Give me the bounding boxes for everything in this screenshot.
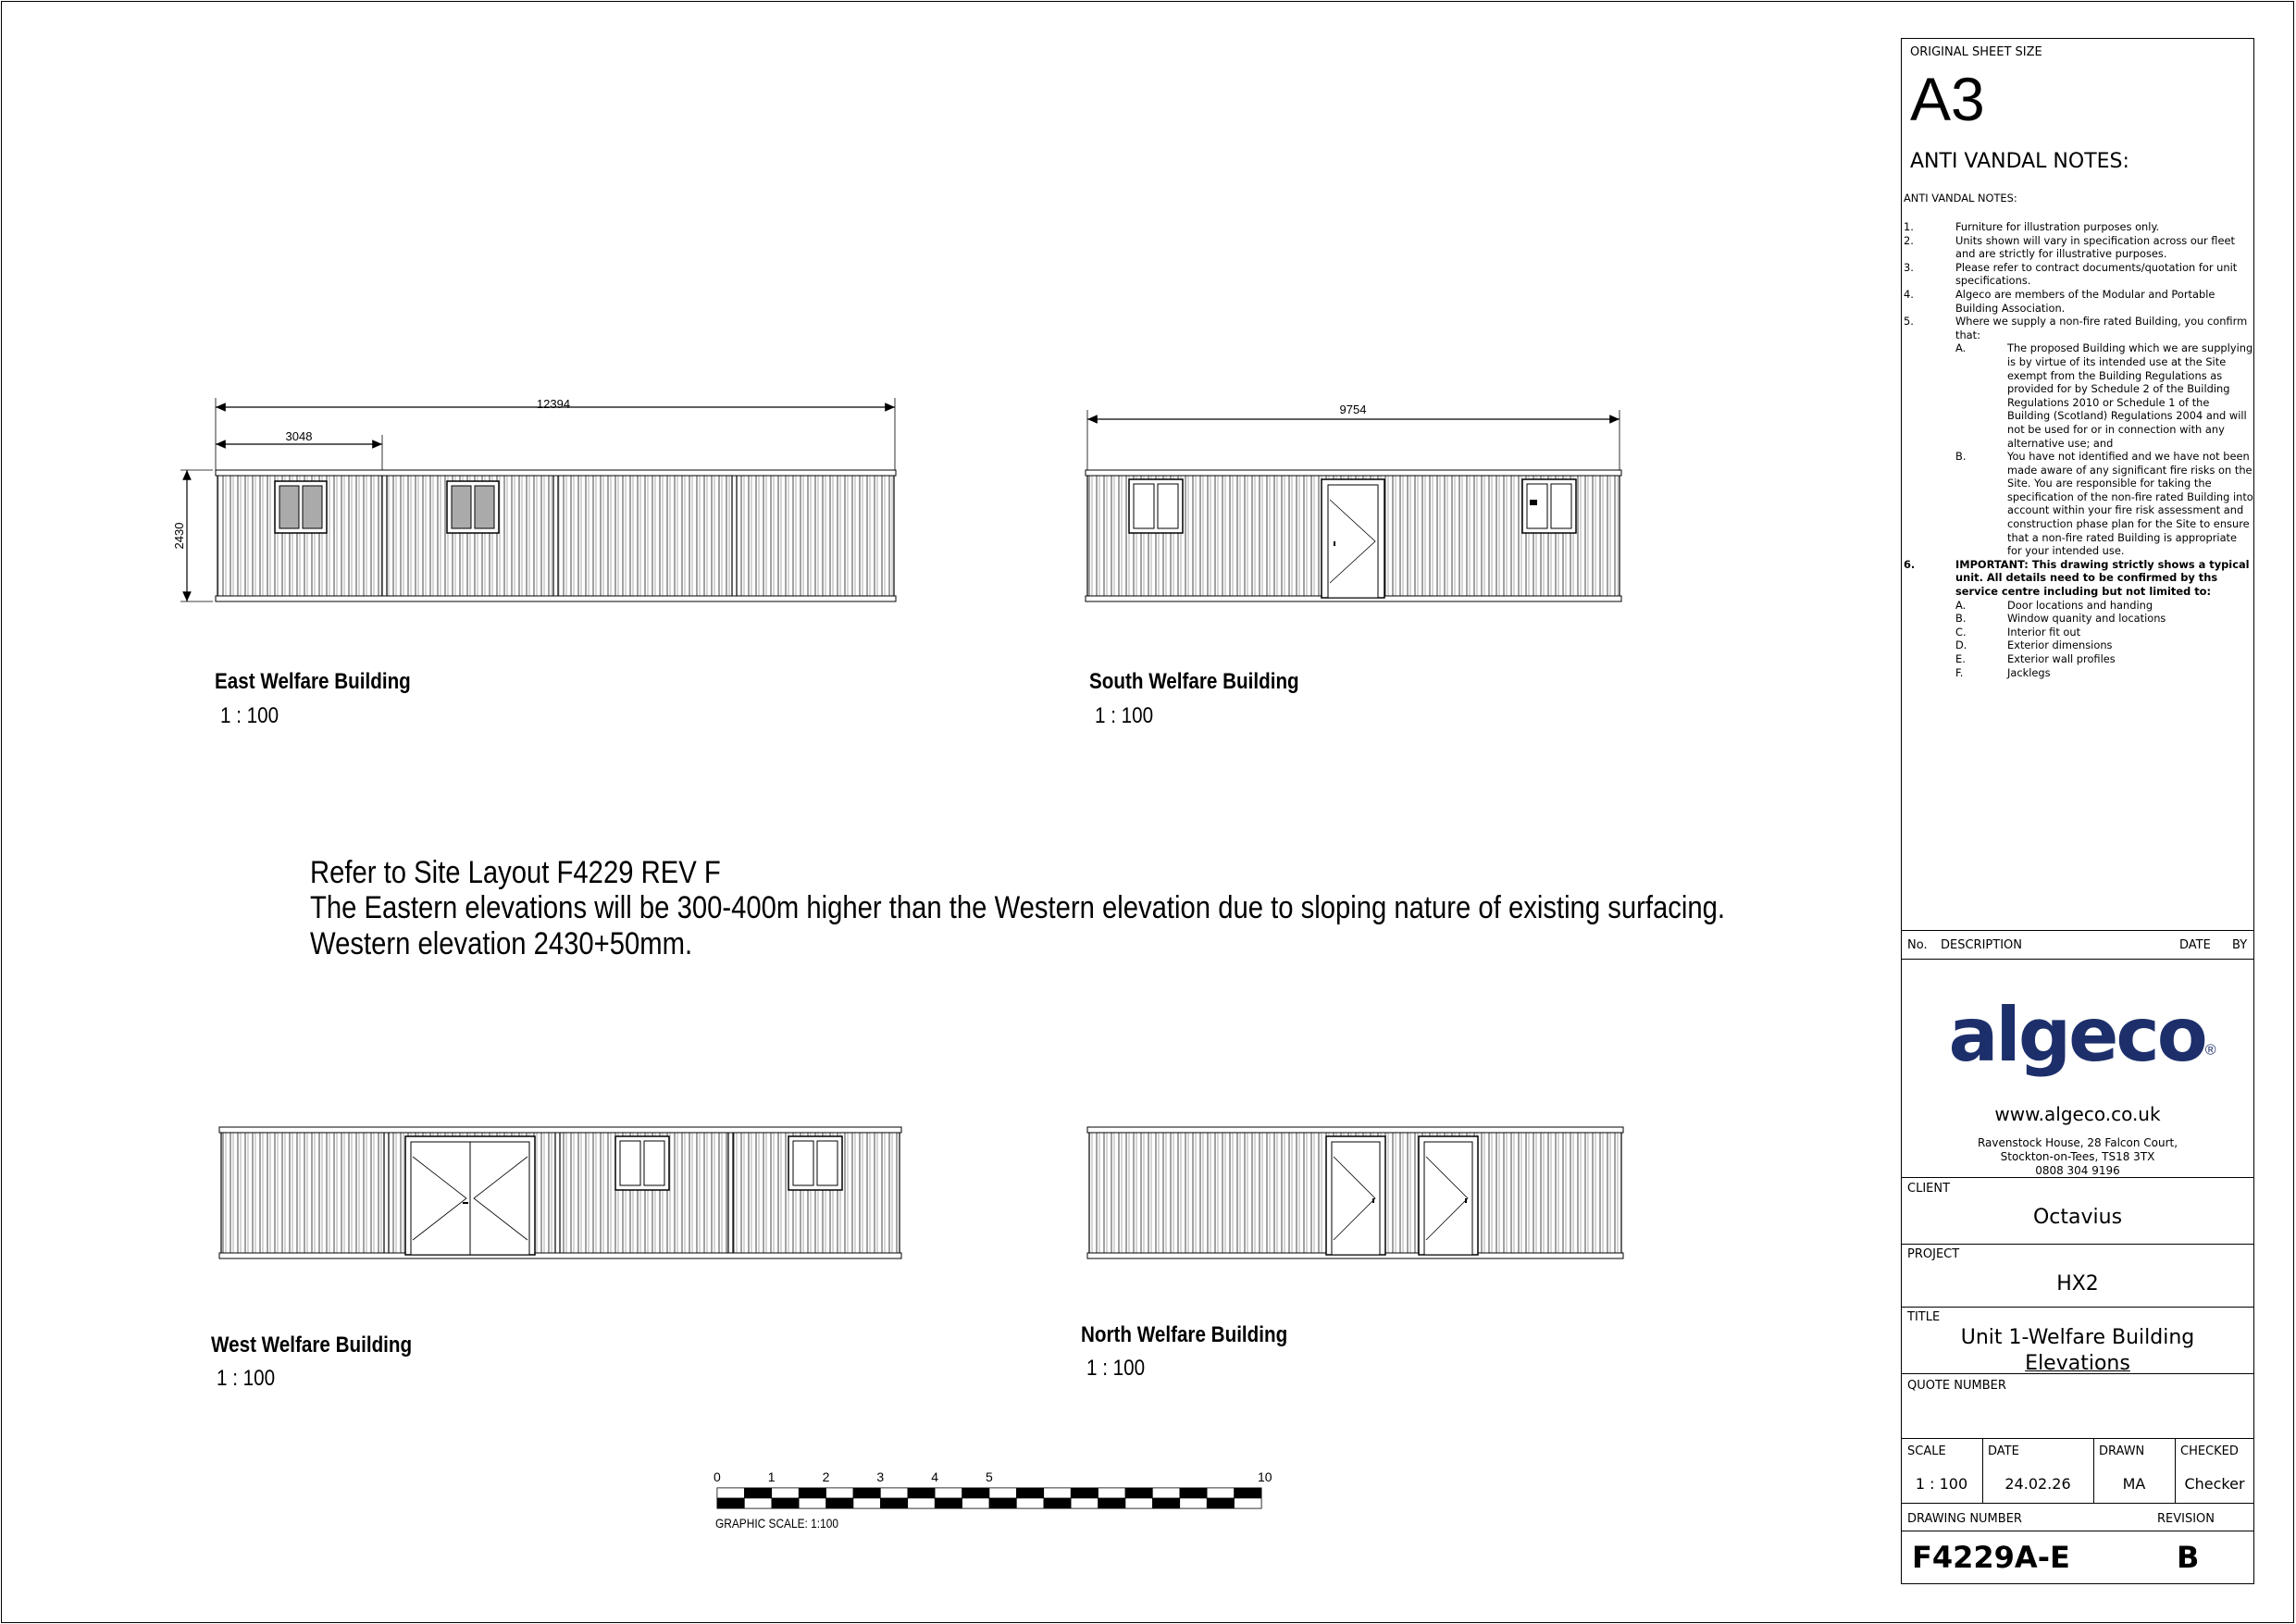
scale-cell	[744, 1498, 771, 1508]
general-note-line1: Refer to Site Layout F4229 REV F	[310, 855, 721, 890]
revision-value: B	[2177, 1540, 2200, 1575]
drawn-label: DRAWN	[2099, 1444, 2145, 1458]
scale-cell	[744, 1488, 771, 1498]
company-address-line1: Ravenstock House, 28 Falcon Court,	[1977, 1136, 2178, 1149]
divider	[1901, 1373, 2254, 1374]
north-view-scale: 1 : 100	[1086, 1356, 1146, 1381]
date-value: 24.02.26	[2004, 1475, 2071, 1493]
note-item: 3. Please refer to contract documents/quotation for unit specifications.	[1904, 260, 2238, 288]
scale-cell	[717, 1498, 744, 1508]
title-line2	[1901, 1352, 2254, 1375]
scale-cell	[772, 1498, 799, 1508]
scale-cell	[1180, 1488, 1207, 1498]
divider	[1901, 1244, 2254, 1245]
note-item: 5. Where we supply a non-fire rated Building, you confirm that:	[1904, 315, 2248, 341]
company-website[interactable]: www.algeco.co.uk	[1994, 1103, 2161, 1125]
divider	[1901, 1307, 2254, 1308]
quote-number-label: QUOTE NUMBER	[1907, 1379, 2006, 1393]
date-label: DATE	[1988, 1444, 2019, 1458]
scale-cell	[1207, 1498, 1234, 1508]
west-view-title: West Welfare Building	[211, 1333, 413, 1357]
south-elevation	[1086, 403, 1621, 601]
project-value: HX2	[2056, 1272, 2099, 1295]
graphic-scale-caption: GRAPHIC SCALE: 1:100	[715, 1516, 838, 1531]
scale-tick-label: 10	[1258, 1469, 1272, 1484]
scale-cell	[853, 1488, 880, 1498]
note-subitem: A. The proposed Building which we are supplying is by virtue of its intended use at the Site exempt from the Building Regulations as provided for by Schedule 2 of the Building Regulations 2010 or Schedule 1 of the Building (Scotland) Regulations 2004 and will not be used for or in connection with any alternative use; and	[1955, 341, 2253, 450]
scale-tick-label: 2	[822, 1469, 830, 1484]
divider	[1901, 1503, 2254, 1504]
scale-cell	[1125, 1498, 1152, 1508]
scale-cell	[880, 1488, 907, 1498]
scale-tick-label: 1	[767, 1469, 776, 1484]
revision-by-header: BY	[2232, 938, 2248, 952]
divider	[2093, 1438, 2094, 1503]
algeco-wordmark: algeco	[1948, 992, 2205, 1078]
scale-cell	[1044, 1488, 1071, 1498]
scale-cell	[826, 1498, 853, 1508]
scale-cell	[989, 1498, 1016, 1508]
note-subitem: B. Window quanity and locations	[1955, 612, 2166, 626]
scale-cell	[799, 1498, 825, 1508]
note-subitem: B. You have not identified and we have not been made aware of any significant fire risks on the Site. You are responsible for taking the specification of the non-fire rated Building into account within your fire risk assessment and construction phase plan for the Site to ensure that a non-fire rated Building is appropriate for your intended use.	[1955, 450, 2253, 558]
scale-cell	[1044, 1498, 1071, 1508]
scale-cell	[826, 1488, 853, 1498]
divider	[1901, 1438, 2254, 1439]
original-sheet-size-label: ORIGINAL SHEET SIZE	[1910, 45, 2042, 59]
scale-cell	[935, 1498, 962, 1508]
scale-cell	[1071, 1488, 1098, 1498]
scale-cell	[717, 1488, 744, 1498]
east-dim-overall: 12394	[536, 397, 571, 411]
checked-value: Checker	[2184, 1475, 2245, 1493]
anti-vandal-notes	[1904, 220, 2253, 679]
scale-cell	[935, 1488, 962, 1498]
notes-subheading: ANTI VANDAL NOTES:	[1904, 192, 2017, 205]
divider	[1901, 1177, 2254, 1178]
graphic-scale-bar	[717, 1488, 1261, 1508]
scale-cell	[1125, 1488, 1152, 1498]
scale-cell	[799, 1488, 825, 1498]
scale-cell	[1016, 1498, 1043, 1508]
revision-no-header: No.	[1907, 938, 1928, 952]
scale-cell	[962, 1498, 989, 1508]
drawing-number-value: F4229A-E	[1912, 1540, 2070, 1575]
scale-cell	[1071, 1498, 1098, 1508]
scale-tick-label: 3	[876, 1469, 885, 1484]
note-subitem: E. Exterior wall profiles	[1955, 652, 2116, 665]
drawing-number-label: DRAWING NUMBER	[1907, 1512, 2022, 1526]
scale-label: SCALE	[1907, 1444, 1946, 1458]
north-elevation	[1087, 1127, 1623, 1258]
note-subitem: F. Jacklegs	[1955, 665, 2051, 679]
revision-description-header: DESCRIPTION	[1941, 938, 2022, 952]
scale-cell	[908, 1488, 935, 1498]
scale-cell	[1180, 1498, 1207, 1508]
divider	[1901, 959, 2254, 960]
scale-cell	[1152, 1488, 1179, 1498]
south-view-title: South Welfare Building	[1089, 669, 1299, 694]
divider	[1982, 1438, 1983, 1503]
south-dim-overall: 9754	[1339, 403, 1367, 416]
note-item-important: 6. IMPORTANT: This drawing strictly shows a typical unit. All details need to be confirmed by ths service centre including but not limited to:	[1904, 557, 2250, 599]
scale-cell	[1098, 1488, 1125, 1498]
west-view-scale: 1 : 100	[217, 1366, 276, 1391]
revision-label: REVISION	[2157, 1512, 2215, 1526]
client-value: Octavius	[2032, 1206, 2123, 1229]
scale-tick-label: 5	[986, 1469, 993, 1484]
notes-heading: ANTI VANDAL NOTES:	[1910, 150, 2129, 173]
divider	[2175, 1438, 2176, 1503]
revision-date-header: DATE	[2179, 938, 2211, 952]
algeco-logo	[1943, 992, 2221, 1078]
project-label: PROJECT	[1907, 1247, 1960, 1261]
note-item: 4. Algeco are members of the Modular and Portable Building Association.	[1904, 287, 2215, 315]
east-view-scale: 1 : 100	[220, 703, 279, 728]
general-note-line3: Western elevation 2430+50mm.	[310, 926, 693, 961]
note-item: 1. Furniture for illustration purposes only.	[1904, 220, 2160, 233]
north-view-title: North Welfare Building	[1081, 1322, 1288, 1347]
scale-cell	[1152, 1498, 1179, 1508]
title-line1: Unit 1-Welfare Building	[1960, 1326, 2195, 1349]
scale-cell	[962, 1488, 989, 1498]
scale-cell	[1235, 1498, 1261, 1508]
sheet-size: A3	[1910, 65, 1985, 133]
note-subitem: D. Exterior dimensions	[1955, 638, 2113, 652]
scale-cell	[1016, 1488, 1043, 1498]
east-view-title: East Welfare Building	[215, 669, 411, 694]
scale-tick-label: 4	[931, 1469, 938, 1484]
checked-label: CHECKED	[2180, 1444, 2239, 1458]
general-note-line2: The Eastern elevations will be 300-400m higher than the Western elevation due to sloping nature of existing surfacing.	[310, 890, 1725, 925]
scale-cell	[908, 1498, 935, 1508]
scale-cell	[1235, 1488, 1261, 1498]
south-view-scale: 1 : 100	[1095, 703, 1154, 728]
scale-cell	[989, 1488, 1016, 1498]
east-dim-unit: 3048	[285, 429, 313, 443]
east-dim-height: 2430	[172, 522, 186, 550]
scale-cell	[880, 1498, 907, 1508]
scale-cell	[1207, 1488, 1234, 1498]
drawn-value: MA	[2122, 1475, 2146, 1493]
divider	[1901, 930, 2254, 931]
title-label: TITLE	[1907, 1310, 1941, 1324]
scale-cell	[853, 1498, 880, 1508]
client-label: CLIENT	[1907, 1182, 1951, 1196]
note-item: 2. Units shown will vary in specification across our fleet and are strictly for illustrative purposes.	[1904, 233, 2235, 261]
company-address-line2: Stockton-on-Tees, TS18 3TX	[2000, 1150, 2155, 1163]
note-subitem: C. Interior fit out	[1955, 625, 2081, 638]
title-line2-text: Elevations	[2025, 1352, 2130, 1375]
scale-value: 1 : 100	[1915, 1475, 1968, 1493]
scale-tick-label: 0	[714, 1469, 721, 1484]
note-subitem: A. Door locations and handing	[1955, 598, 2153, 612]
scale-cell	[772, 1488, 799, 1498]
west-elevation	[219, 1127, 901, 1258]
registered-mark: ®	[2204, 1042, 2216, 1059]
scale-cell	[1098, 1498, 1125, 1508]
east-elevation	[172, 397, 896, 601]
company-phone: 0808 304 9196	[2035, 1164, 2120, 1177]
